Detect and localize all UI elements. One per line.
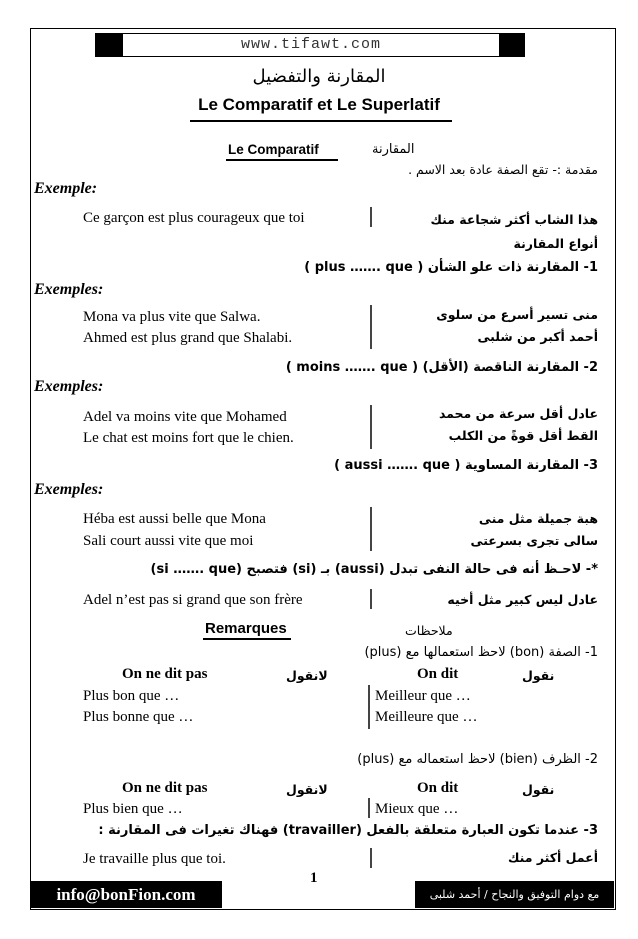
r3-french: Je travaille plus que toi. [83, 851, 226, 867]
subheading-comparatif: Le Comparatif [228, 142, 319, 157]
type3-arabic-1: هبة جميلة مثل منى [478, 511, 598, 526]
remark2-title: 2- الظرف (bien) لاحظ استعماله مع (plus) [357, 752, 598, 767]
type3-french-1: Héba est aussi belle que Mona [83, 511, 266, 527]
type2-french-1: Adel va moins vite que Mohamed [83, 409, 287, 425]
examples-label: Exemples: [34, 481, 104, 498]
type2-arabic-1: عادل أقل سرعة من محمد [438, 406, 598, 421]
divider [368, 798, 370, 818]
divider [370, 507, 372, 551]
type1-arabic-1: منى تسير أسرع من سلوى [436, 307, 598, 322]
divider [370, 589, 372, 609]
example-label: Exemple: [34, 180, 98, 197]
r2-wrong: Plus bien que … [83, 801, 183, 817]
example-arabic: هذا الشاب أكثر شجاعة منك [430, 212, 598, 227]
la-naqul-header: لانقول [286, 668, 328, 683]
website-url: www.tifawt.com [123, 34, 499, 56]
divider [370, 405, 372, 449]
type2-arabic-2: القط أقل قوةً من الكلب [448, 428, 598, 443]
divider [370, 848, 372, 868]
r3-arabic: أعمل أكثر منك [508, 850, 598, 865]
on-ne-dit-pas-header: On ne dit pas [122, 666, 208, 682]
type2-title: 2- المقارنة الناقصة (الأقل) ( moins ……. que ) [285, 360, 598, 375]
type2-french-2: Le chat est moins fort que le chien. [83, 430, 294, 446]
negation-note: *- لاحـظ أنه فى حالة النفى تبدل (aussi) بـ (si) فتصبح (si ……. que) [150, 562, 598, 577]
type1-french-2: Ahmed est plus grand que Shalabi. [83, 330, 293, 346]
examples-label: Exemples: [34, 378, 104, 395]
remarques-heading: Remarques [205, 620, 287, 637]
note-arabic: عادل ليس كبير مثل أخيه [447, 592, 598, 607]
examples-label: Exemples: [34, 281, 104, 298]
title-underline [190, 120, 452, 122]
r1-right-2: Meilleure que … [375, 709, 478, 725]
footer-email: info@bonFion.com [30, 881, 222, 908]
type1-french-1: Mona va plus vite que Salwa. [83, 309, 261, 325]
on-dit-header: On dit [417, 780, 459, 796]
r2-right: Mieux que … [375, 801, 459, 817]
page-number: 1 [310, 870, 318, 886]
remarques-heading-arabic: ملاحظات [405, 623, 453, 638]
subheading-arabic: المقارنة [372, 142, 415, 157]
example-french: Ce garçon est plus courageux que toi [83, 210, 305, 226]
r1-right-1: Meilleur que … [375, 688, 471, 704]
type1-arabic-2: أحمد أكبر من شلبى [477, 329, 598, 344]
naqul-header: نقول [522, 668, 555, 683]
remark3-title: 3- عندما تكون العبارة متعلقة بالفعل (travailler) فهناك تغيرات فى المقارنة : [98, 823, 598, 838]
divider [370, 305, 372, 349]
remark1-title: 1- الصفة (bon) لاحظ استعمالها مع (plus) [364, 645, 598, 660]
divider [368, 685, 370, 729]
subheading-underline [226, 159, 338, 161]
type3-arabic-2: سالى تجرى بسرعتى [470, 533, 598, 548]
divider [370, 207, 372, 227]
on-ne-dit-pas-header: On ne dit pas [122, 780, 208, 796]
la-naqul-header: لانقول [286, 782, 328, 797]
type3-title: 3- المقارنة المساوية ( aussi ……. que ) [334, 458, 598, 473]
footer-credit: مع دوام التوفيق والنجاح / أحمد شلبى [415, 881, 614, 908]
intro-text: مقدمة :- تقع الصفة عادة بعد الاسم . [408, 162, 598, 177]
note-french: Adel n’est pas si grand que son frère [83, 592, 303, 608]
type1-title: 1- المقارنة ذات علو الشأن ( plus ……. que ) [304, 260, 598, 275]
title-arabic: المقارنة والتفضيل [252, 66, 386, 87]
types-title: أنواع المقارنة [513, 236, 598, 251]
naqul-header: نقول [522, 782, 555, 797]
r1-wrong-2: Plus bonne que … [83, 709, 194, 725]
r1-wrong-1: Plus bon que … [83, 688, 180, 704]
title-french: Le Comparatif et Le Superlatif [198, 95, 440, 114]
remarques-underline [203, 638, 291, 640]
type3-french-2: Sali court aussi vite que moi [83, 533, 254, 549]
on-dit-header: On dit [417, 666, 459, 682]
